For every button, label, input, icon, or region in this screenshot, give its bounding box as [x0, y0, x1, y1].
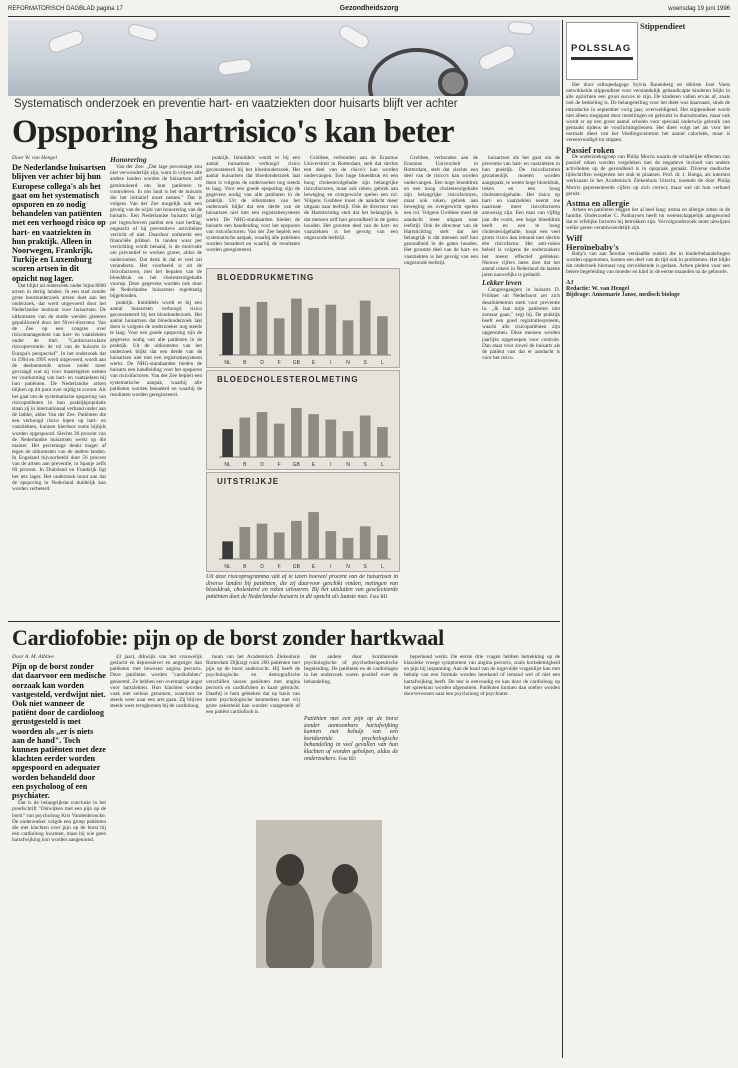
chart-tick-label: F: [277, 360, 281, 366]
chart-bar-L: [377, 427, 388, 457]
sidebar-text-heroinebabys: Baby's van aan heroïne verslaafde ouders die in kinderbehandelingen worden opgenomen, komen een deel van de tijd ook in problemen. Het blijkt dat onderzoek hiernaar nog onvoldoende is gedaan. Artsen pleiten voor een betere begeleiding van moeder en kind in de eerste maanden na de geboorte.: [566, 250, 730, 276]
article2-col5-text: beperkend werkt. De eerste drie vragen hebben betrekking op de klassieke vroege symptomen van angina pectoris, zoals kortademigheid en pijn bij inspanning. Aan de hand van de ingevulde vragenlijst kan met behulp van een formule worden berekend of iemand wel of niet een hartafwijking heeft. De test is eenvoudig en kan door de cardioloog op het spreekuur worden afgenomen. Patiënten kunnen dan sneller worden doorverwezen naar een psycholoog of psychiater.: [404, 654, 560, 697]
article1-interhead: Honorering: [110, 155, 147, 164]
article2-lede: Pijn op de borst zonder dat daarvoor een medische oorzaak kan worden vastgesteld, verdwijnt niet. Ook niet wanneer de patiënt door de cardioloog gerustgesteld is met woorden als ,,er is niets aan de hand". Toch kunnen patiënten met deze klachten eerder worden opgespoord en adequater worden behandeld door een psycholoog of een psychiater.: [12, 662, 106, 800]
chart-tick-label: I: [330, 564, 332, 570]
sidebar-title-heroinebabys: Heroïnebaby's: [566, 241, 619, 252]
article1-col2-text: Van der Zee: ,,Dat lage percentage zou niet verwonderlijk zijn, want in vrijwel alle andere landen worden de huisartsen zelf gestimuleerd om hun patiënten te controleren. In ons land is het de huisarts die het initiatief moet nemen." Dat is volgens Van der Zee mogelijk ook een gevolg van de wijze van honorering van de huisarts. Een Nederlandse huisarts krijgt per ingeschreven patiënt een vast bedrag, ongeacht of hij preventieve activiteiten verricht of niet. Daardoor ontbreekt een financiële prikkel. In landen waar per verrichting wordt betaald, is de motivatie om preventief te werken groter, aldus de onderzoeker. Dat denk ik dat er veel zal veranderen. Het voorbeeld is uit de risicofactoren, met het bepalen van de bloeddruk en het cholesterolgehalte voorop. Deze gegevens worden ook door de Nederlandse huisartsen regelmatig bijgehouden.: [110, 164, 202, 300]
chart-cholesterol-svg: [207, 371, 399, 469]
article1-byline: Door W. van Hengel: [12, 155, 58, 161]
polsslag-logo: [566, 22, 638, 80]
chart-tick-label: I: [330, 462, 332, 468]
article1-col4-text-b: Grobbee, verbonden aan de Erasmus Universiteit in Rotterdam, stelt dat slechts een deel van de risico's kan worden ondervangen. Een hoge bloeddruk en een hoog cholesterolgehalte zijn belangrijke risicofactoren, maar ook roken, gebrek aan beweging en overgewicht spelen een rol. Volgens Grobbee moet de aandacht meer uitgaan naar leefstijl. Ook de directeur van de Hartstichting stelt dat het belangrijk is dat mensen zelf hun gezondheid in de gaten houden. Het grootste deel van de hart- en vaatziekten is het gevolg van een ongezonde leefstijl.: [404, 155, 478, 266]
article1-subhead: Systematisch onderzoek en preventie hart- en vaatziekten door huisarts blijft ver achter: [14, 98, 458, 110]
sidebar-title-stippendieet: Stippendieet: [640, 21, 686, 31]
chart-bar-E: [308, 308, 319, 355]
chart-bar-N: [343, 431, 354, 457]
article2-col4: [304, 654, 398, 714]
chart-tick-label: N: [346, 564, 350, 570]
article1-col3: [206, 155, 300, 265]
chart-bar-GB: [291, 408, 302, 457]
sidebar-footer-redactie: Redactie: W. van Hengel: [566, 285, 629, 292]
chart-bar-F: [274, 424, 285, 457]
chart-tick-label: F: [277, 564, 281, 570]
chart-uitstrijkje-title: UITSTRIJKJE: [217, 477, 280, 486]
chart-bar-NL: [222, 541, 233, 559]
article2-col5: [404, 654, 560, 1058]
article1-col2-text-b: praktijk. Inmiddels wordt er bij een aantal huisartsen verhoogd risico geconstateerd bij het bloedonderzoek. Het aantal huisartsen dat bloedonderzoek laat doen is volgens de onderzoeker nog steeds te laag. Voor een goede opsporing zijn de gegevens nodig van alle patiënten in de praktijk. Uit de uitkomsten van het onderzoek blijkt dat een derde van de huisartsen niet met een registratiesysteem werkt. De NHG-standaarden bieden de huisarts een handleiding voor het opsporen van risicofactoren. Van der Zee bepleit een systematische aanpak, waarbij alle patiënten worden benaderd en waarbij de resultaten worden geregistreerd.: [110, 299, 202, 398]
article2-col4-text: der andere door kortdurende psychologische of psychotherapeutische begeleiding. De patiënten en de cardiologen in het onderzoek waren positief over de behandeling.: [304, 654, 398, 685]
chart-bar-L: [377, 316, 388, 355]
article2-headline: Cardiofobie: pijn op de borst zonder hartkwaal: [12, 625, 444, 650]
chart-bar-D: [257, 302, 268, 355]
chart-bar-E: [308, 512, 319, 559]
chart-tick-label: GB: [292, 462, 301, 468]
article1-headline: Opsporing hartrisico's kan beter: [12, 114, 454, 150]
article1-interhead2: Lekker leven: [482, 278, 522, 288]
chart-bar-NL: [222, 313, 233, 355]
chart-tick-label: GB: [292, 360, 301, 366]
chart-bar-F: [274, 318, 285, 355]
chart-tick-label: D: [260, 360, 264, 366]
chart-tick-label: L: [381, 564, 384, 570]
article1-col1-text: Dat blijkt uit onderzoek onder bijna 8000 artsen in dertig landen. In een stad zonder grote buurtonderzoek artsen doet aan het onderzoek, dat werd uitgevoerd door het Nederlandse instituut voor huisartsen. De uitkomsten van de studie werden gisteren gepubliceerd door het Nivel-directeur. Van de Zee op een congres over risicomanagement van hart- en vaatziekten onder de titel: "Cardiovasculaire risicopreventie: de rol van de huisarts in Europa's perspectief". In het onderzoek dat in 1994 en 1995 werd uitgevoerd, wordt aan de deelnemende artsen onder meer gevraagd wat zij voor maatregelen nemen ter voorkoming van hart- en vaatziekten bij hun patiënten. De Nederlandse artsen blijken op dit punt over nijdig te scoren. Als het gaat om de systematische opsporing van risicopatiënten in hun praktijkpopulatie staan zij in internationaal verband onder aan de ladder, aldus Van der Zee. Patiënten die een verhoogd risico lopen op hart- en vaatziekten, kunnen hierdoor soms bijtijds worden opgespoord. Slechts 26 procent van de Nederlandse huisartsen werkt op die manier. Het percentage denkt mager af tegen de uitkomsten van de andere landen. In Engeland bijvoorbeeld doet 56 procent van de artsen aan preventie, in Spanje zelfs 69 procent. In Duitsland en Frankrijk ligt het iets lager. Het onderzoek toont aan dat de opsporing in Nederland duidelijk kan worden verbeterd.: [12, 282, 106, 492]
chart-bar-E: [308, 414, 319, 457]
chart-bar-S: [360, 301, 371, 355]
chart-caption-text: Uit deze risicoprogramma valt af te lezen hoeveel procent van de huisartsen in diverse landen bij patiënten, die zij daarvoor geschikt vinden, metingen van bloeddruk, cholesterol en roken uitvoeren. Bij het uitsluiten van geselecteerde patiënten doet de Nederlandse huisarts in dit opzicht als laatste mee.: [206, 574, 398, 600]
chart-tick-label: B: [243, 564, 247, 570]
chart-bar-GB: [291, 299, 302, 355]
sidebar-title-astma: Astma en allergie: [566, 197, 630, 208]
chart-bar-B: [239, 307, 250, 355]
chart-tick-label: E: [311, 462, 316, 468]
header-rule: [8, 16, 730, 17]
article2-col1: [12, 654, 106, 1058]
chart-bloeddruk: [206, 268, 400, 368]
article2-col3: [206, 654, 300, 814]
chart-bar-S: [360, 526, 371, 559]
article2-quote: [304, 716, 398, 814]
sidebar-text-stippendieet: Het door orthopedagoge Sylvia Rauenberg en diëtiste José Voets ontwikkelde stippendieet voor verstandelijk gehandicapte kinderen blijkt in alle opzichten een groot succes te zijn. De kinderen vallen ervan af, zoals ook de bedoeling is. De belangstelling voor het dieet was daarnaast, sinds de introductie in september vorig jaar, overweldigend. Het stippendieet wordt niet alleen toegepast door instellingen en gebruikt in thuissituaties, maar ook wordt er op een groot aantal scholen voor speciaal onderwijs gebruik van gemaakt tijdens de voorlichtingslessen. Het dieet volgt net als voor het normale dieet van het Voedingscentrum het aantal calorieën, maar is vereenvoudigd tot stippen.: [566, 82, 730, 144]
chart-tick-label: B: [243, 360, 247, 366]
chart-tick-label: D: [260, 462, 264, 468]
chart-tick-label: GB: [292, 564, 301, 570]
article2-col2: [110, 654, 202, 1058]
article1-col3-text: praktijk. Inmiddels wordt er bij een aantal huisartsen verhoogd risico geconstateerd bij het bloedonderzoek. Het aantal huisartsen dat bloedonderzoek laat doen is volgens de onderzoeker nog steeds te laag. Voor een goede opsporing zijn de gegevens nodig van alle patiënten in de praktijk. Uit de uitkomsten van het onderzoek blijkt dat een derde van de huisartsen niet met een registratiesysteem werkt. De NHG-standaarden bieden de huisarts een handleiding voor het opsporen van risicofactoren. Van der Zee bepleit een systematische aanpak, waarbij alle patiënten worden benaderd en waarbij de resultaten worden geregistreerd.: [206, 155, 300, 254]
sidebar: [566, 82, 730, 1058]
article1-col5: [404, 155, 478, 617]
chart-cholesterol: [206, 370, 400, 470]
chart-caption: [206, 574, 398, 618]
chart-uitstrijkje: [206, 472, 400, 572]
logo-bar: [571, 57, 633, 60]
article1-photo: [8, 20, 560, 96]
chart-tick-label: L: [381, 360, 384, 366]
chart-bar-B: [239, 418, 250, 457]
chart-bar-D: [257, 524, 268, 559]
chart-bar-L: [377, 535, 388, 559]
chart-bar-F: [274, 532, 285, 559]
article1-col5b-text: Congresgangers in huisarts D. Frölmer uit Nederhorst zet zich desalniettemin sterk voor preventie in. ,,Ik laat mijn patiënten niet zomaar gaan," zegt hij. De praktijk heeft een goed registratiesysteem, waarin alle risicopatiënten zijn opgenomen. Deze mensen worden jaarlijks opgeroepen voor controle. Dan staat voor zowel de huisarts als de patiënt vast dat er aandacht is voor het risico.: [482, 287, 560, 361]
article2-byline: Door A. M. Albliee: [12, 654, 54, 660]
sidebar-footer-aj: AJ: [566, 279, 574, 286]
article2-photo: [256, 820, 382, 968]
chart-tick-label: S: [363, 564, 367, 570]
sidebar-col-top: [640, 20, 730, 80]
chart-bloeddruk-title: BLOEDDRUKMETING: [217, 273, 315, 282]
chart-tick-label: E: [311, 360, 316, 366]
chart-tick-label: D: [260, 564, 264, 570]
article2-col2-text: 43 jaar), dikwijls van het vrouwelijk geslacht en depressiever en angstiger dan patiënten met bewezen angina pectoris. Deze patiënten worden "cardiofoben" genoemd. Ze hebben een overmatige angst voor hartziekten. Hun klachten worden vaak niet serieus genomen, waardoor ze steeds weer naar een arts gaan. Zij blijven steeds weer terugkomen bij de cardioloog.: [110, 654, 202, 710]
chart-bar-I: [325, 305, 336, 355]
article1-col1: [12, 155, 106, 617]
chart-bar-B: [239, 527, 250, 559]
article2-col3-text: tuum van het Academisch Ziekenhuis Rotterdam Dijkzigt ruim 200 patiënten met pijn op de borst onderzocht. Hij heeft de psychologische en demografische verschillen tussen patiënten met angina pectoris en cardiofoben in kaart gebracht. Daarbij is hem gebleken dat op basis van korte psychologische kenmerken met vrij grote zekerheid kan worden vastgesteld of een patiënt cardiofoob is.: [206, 654, 300, 716]
header-date: woensdag 19 juni 1996: [668, 6, 730, 12]
article2-photo-gutter: [386, 820, 398, 968]
sidebar-footer-bijdrage: Bijdrage: Annemarie Janse, medisch biologe: [566, 291, 680, 298]
chart-tick-label: N: [346, 462, 350, 468]
chart-uitstrijkje-svg: [207, 473, 399, 571]
article1-col4: [304, 155, 398, 265]
article2-col1-text: Dat is de belangrijkste conclusie in het proefschrift "Ontwijken met een pijn op de borst" van psycholoog Kris Vandenbroucke. De onderzoeker volgde een groep patiënten die met klachten over pijn op de borst bij een cardioloog kwamen, maar bij wie geen hartafwijking kon worden aangetoond.: [12, 800, 106, 844]
sidebar-text-astma: Artsen en patiënten zeggen het al heel lang: astma en allergie zitten in de familie. Onderzoeker C. Panhuysen heeft nu wetenschappelijk aangetoond dat er erfelijke factoren bij betrokken zijn. Vervolgonderzoek moet uitwijzen welke genen verantwoordelijk zijn.: [566, 206, 730, 232]
logo-text: POLSSLAG: [571, 43, 632, 54]
chart-tick-label: B: [243, 462, 247, 468]
chart-tick-label: NL: [224, 360, 231, 366]
chart-bar-S: [360, 416, 371, 457]
chart-bar-GB: [291, 521, 302, 559]
sidebar-title-wiff: Wiff: [566, 232, 583, 243]
chart-bar-N: [343, 320, 354, 355]
header-section: Gezondheidszorg: [339, 5, 399, 12]
chart-caption-credit: Foto RD: [369, 594, 388, 600]
chart-bar-N: [343, 538, 354, 559]
chart-bar-I: [325, 531, 336, 559]
chart-tick-label: NL: [224, 462, 231, 468]
chart-bloeddruk-svg: [207, 269, 399, 367]
article1-col5-text: huisartsen als het gaat om de preventie van hart- en vaatziekten in hun praktijk. De risicofactoren gezamenlijk moeten worden aangepakt, te weten hoge bloeddruk, roken en een hoog cholesterolgehalte. Het risico op hart- en vaatziekten neemt toe naarmate meer risicofactoren aanwezig zijn. Een man van vijftig jaar die rookt, een hoge bloeddruk heeft en een te hoog cholesterolgehalte, loopt een veel groter risico dan iemand met slechts één risicofactor. Het anti-roken beleid is volgens de onderzoekers het meest effectief gebleken. Nieuwe cijfers laten zien dat het aantal rokers in Nederland de laatste jaren nauwelijks is gedaald.: [482, 155, 560, 278]
article1-lede: De Nederlandse huisartsen blijven ver achter bij hun Europese collega's als het gaat om het systematisch opsporen en zo nodig behandelen van patiënten met een verhoogd risico op hart- en vaatziekten in hun praktijk. Alleen in Noorwegen, Frankrijk, Turkije en Luxemburg scoren artsen in dit opzicht nog lager.: [12, 163, 106, 283]
article1-col4-text: Grobbee, verbonden aan de Erasmus Universiteit in Rotterdam, stelt dat slechts een deel van de risico's kan worden ondervangen. Een hoge bloeddruk en een hoog cholesterolgehalte zijn belangrijke risicofactoren, maar ook roken, gebrek aan beweging en overgewicht spelen een rol. Volgens Grobbee moet de aandacht meer uitgaan naar leefstijl. Ook de directeur van de Hartstichting stelt dat het belangrijk is dat mensen zelf hun gezondheid in de gaten houden. Het grootste deel van de hart- en vaatziekten is het gevolg van een ongezonde leefstijl.: [304, 155, 398, 242]
article2-quote-credit: Foto RD: [338, 756, 356, 762]
article1-col6: [482, 155, 560, 617]
chart-cholesterol-title: BLOEDCHOLESTEROLMETING: [217, 375, 359, 384]
chart-tick-label: L: [381, 462, 384, 468]
sidebar-text-passief-roken: De onderzoeksgroep van Philip Morris waarin de schadelijke effecten van passief roken worden vergeleken met de negatieve invloed van andere activiteiten op de gezondheid is in opspraak geraakt. Diverse medische tijdschriften weigerden het stuk te plaatsen. Prof. dr. J. Bunga, als internist werkzaam in het Academisch Ziekenhuis Utrecht, noemde de door Philip Morris gepresenteerde cijfers op zich correct, maar wel uit hun verband gerukt.: [566, 153, 730, 197]
sidebar-title-passief-roken: Passief roken: [566, 144, 615, 155]
chart-bar-D: [257, 412, 268, 457]
chart-tick-label: NL: [224, 564, 231, 570]
chart-bar-NL: [222, 429, 233, 457]
chart-tick-label: S: [363, 360, 367, 366]
chart-tick-label: F: [277, 462, 281, 468]
article2-quote-text: Patiënten met een pijn op de borst zonder aantoonbare hartafwijking kunnen met behulp van een kortdurende psychologische behandeling in veel gevallen van hun klachten af worden geholpen, aldus de onderzoekers.: [304, 716, 398, 762]
article2-rule: [8, 621, 560, 622]
sidebar-rule: [562, 20, 563, 1058]
page-header: [8, 4, 730, 16]
chart-tick-label: N: [346, 360, 350, 366]
header-paper: REFORMATORISCH DAGBLAD pagina 17: [8, 6, 123, 12]
chart-tick-label: S: [363, 462, 367, 468]
article1-col2: [110, 155, 202, 617]
chart-tick-label: E: [311, 564, 316, 570]
chart-tick-label: I: [330, 360, 332, 366]
chart-bar-I: [325, 420, 336, 457]
